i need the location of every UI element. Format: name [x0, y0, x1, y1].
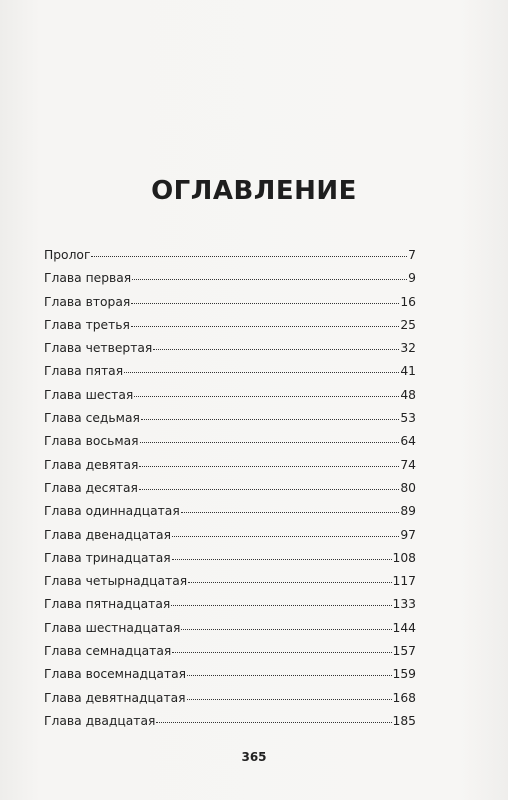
toc-entry-title: Глава восемнадцатая — [44, 667, 187, 682]
toc-entry-page: 117 — [392, 574, 416, 589]
toc-entry-title: Глава семнадцатая — [44, 644, 172, 659]
toc-entry-page: 168 — [392, 690, 416, 705]
dot-leader — [172, 651, 391, 653]
page-number: 365 — [241, 750, 267, 764]
toc-entry — [44, 295, 416, 318]
toc-entry-title: Пролог — [44, 248, 91, 262]
toc-entry-title: Глава девятнадцатая — [44, 690, 186, 705]
toc-entry — [44, 364, 416, 387]
page-title: ОГЛАВЛЕНИЕ — [151, 176, 357, 206]
toc-entry-page: 89 — [400, 504, 416, 519]
toc-entry-title: Глава пятая — [44, 364, 124, 379]
toc-entry-page: 185 — [392, 713, 416, 728]
toc-entry-page: 80 — [400, 480, 416, 495]
toc-entry — [44, 574, 416, 597]
toc-entry — [44, 597, 416, 620]
toc-entry-title: Глава третья — [44, 317, 130, 332]
toc-entry — [44, 434, 416, 457]
toc-entry — [44, 411, 416, 434]
toc-entry-page: 64 — [400, 434, 416, 449]
toc-entry-title: Глава одиннадцатая — [44, 504, 180, 519]
dot-leader — [139, 488, 399, 490]
dot-leader — [91, 255, 407, 257]
toc-entry-title: Глава десятая — [44, 480, 138, 495]
toc-entry-page: 32 — [400, 341, 416, 356]
dot-leader — [124, 371, 399, 373]
toc-entry — [44, 481, 416, 504]
dot-leader — [140, 441, 400, 443]
dot-leader — [153, 348, 399, 350]
toc-entry-title: Глава четырнадцатая — [44, 574, 188, 589]
toc-entry-title: Глава восьмая — [44, 434, 139, 449]
toc-entry-page: 25 — [400, 317, 416, 332]
dot-leader — [172, 535, 399, 537]
toc-entry — [44, 341, 416, 364]
dot-leader — [131, 302, 399, 304]
toc-entry-page: 133 — [392, 597, 416, 612]
toc-entry-page: 144 — [392, 620, 416, 635]
toc-entry — [44, 551, 416, 574]
toc-entry — [44, 248, 416, 271]
toc-entry — [44, 714, 416, 737]
dot-leader — [132, 278, 407, 280]
dot-leader — [134, 395, 399, 397]
toc-entry-page: 157 — [392, 644, 416, 659]
toc-entry — [44, 458, 416, 481]
toc-entry-page: 48 — [400, 387, 416, 402]
toc-entry-title: Глава первая — [44, 271, 132, 286]
toc-entry-title: Глава вторая — [44, 294, 131, 309]
toc-entry-title: Глава седьмая — [44, 411, 140, 426]
toc-entry-page: 159 — [392, 667, 416, 682]
toc-entry-page: 9 — [408, 271, 416, 286]
toc-entry — [44, 318, 416, 341]
dot-leader — [171, 604, 391, 606]
toc-entry-title: Глава шестнадцатая — [44, 620, 181, 635]
dot-leader — [156, 721, 391, 723]
toc-entry-title: Глава двадцатая — [44, 713, 156, 728]
toc-entry-title: Глава пятнадцатая — [44, 597, 171, 612]
toc-entry-title: Глава двенадцатая — [44, 527, 171, 542]
toc-entry — [44, 271, 416, 294]
toc-entry-page: 108 — [392, 550, 416, 565]
toc-entry-page: 16 — [400, 294, 416, 309]
toc-entry — [44, 528, 416, 551]
dot-leader — [172, 558, 392, 560]
dot-leader — [131, 325, 399, 327]
toc-entry-title: Глава девятая — [44, 457, 139, 472]
toc-entry — [44, 504, 416, 527]
toc-entry-page: 97 — [400, 527, 416, 542]
toc-entry-page: 7 — [408, 248, 416, 262]
toc-entry-page: 53 — [400, 411, 416, 426]
dot-leader — [181, 628, 391, 630]
dot-leader — [141, 418, 399, 420]
toc-entry-title: Глава четвертая — [44, 341, 153, 356]
dot-leader — [187, 674, 391, 676]
toc-entry-page: 74 — [400, 457, 416, 472]
dot-leader — [187, 698, 392, 700]
toc-entry-page: 41 — [400, 364, 416, 379]
toc-entry — [44, 644, 416, 667]
dot-leader — [188, 581, 391, 583]
table-of-contents — [44, 248, 416, 737]
toc-entry — [44, 388, 416, 411]
toc-entry — [44, 667, 416, 690]
dot-leader — [139, 465, 399, 467]
toc-entry-title: Глава тринадцатая — [44, 550, 171, 565]
toc-entry — [44, 621, 416, 644]
toc-entry-title: Глава шестая — [44, 387, 134, 402]
toc-entry — [44, 691, 416, 714]
dot-leader — [181, 511, 400, 513]
